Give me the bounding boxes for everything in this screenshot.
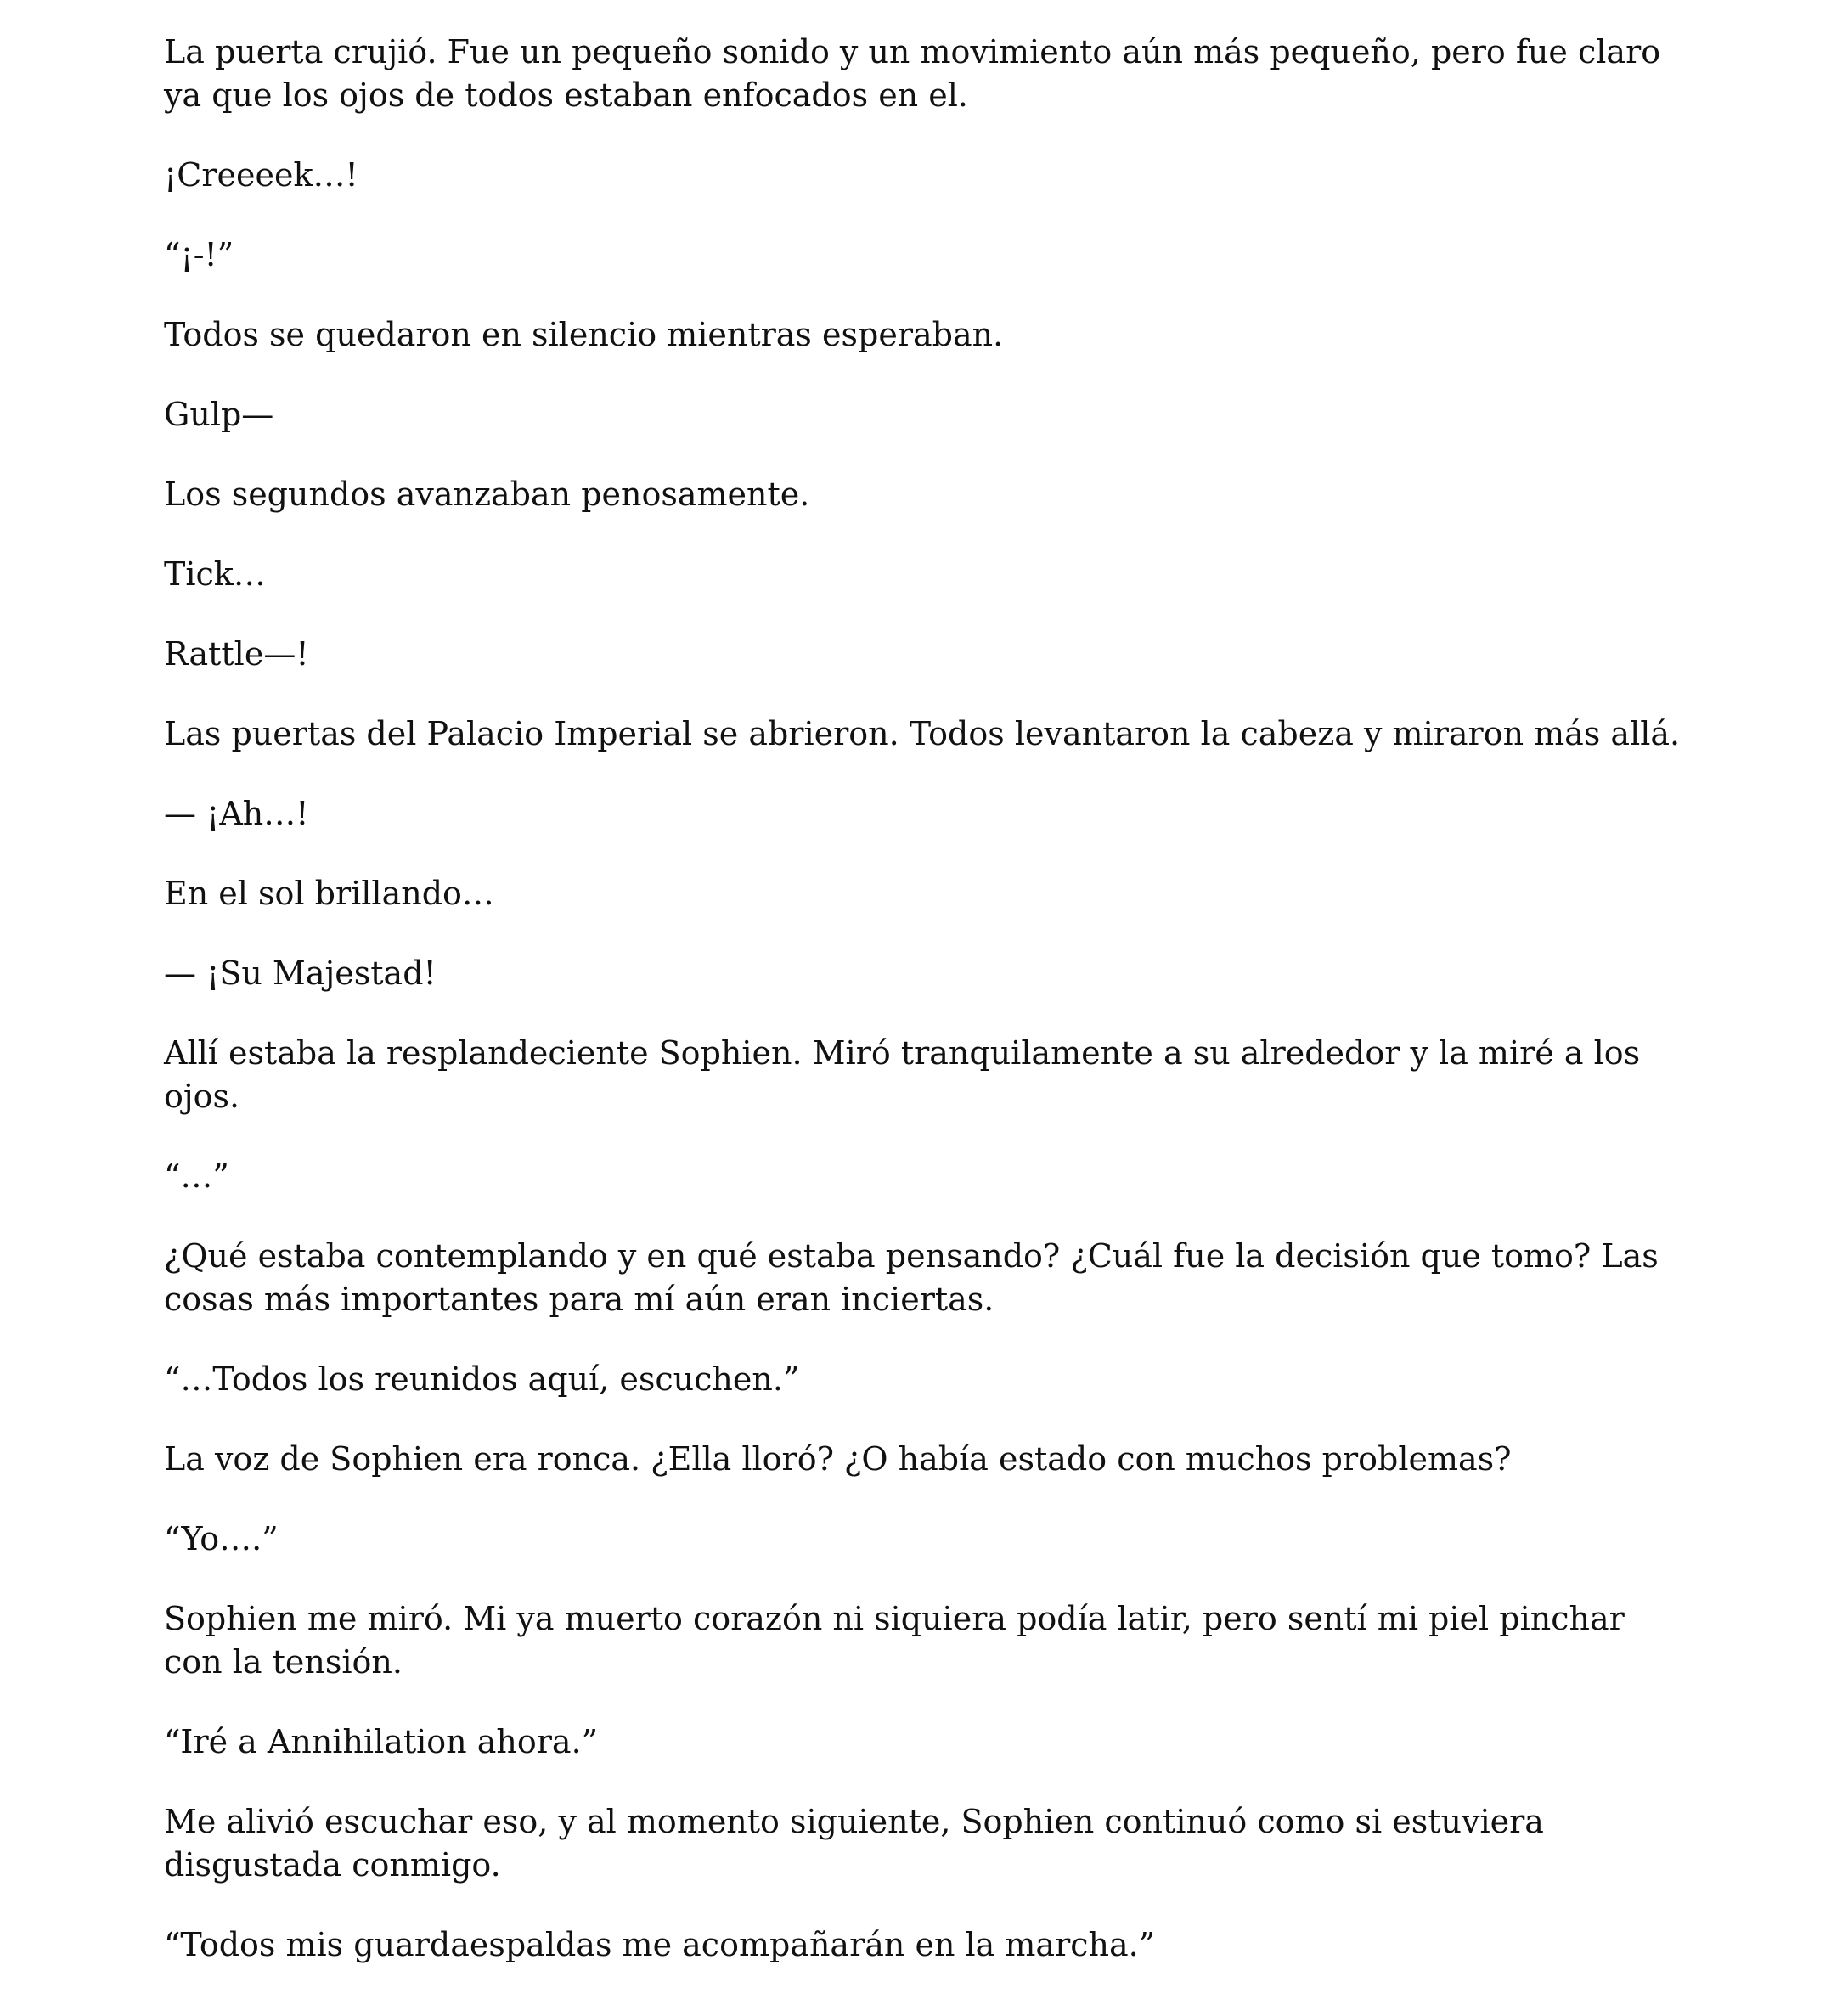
paragraph: Allí estaba la resplandeciente Sophien. Miró tranquilamente a su alrededor y la miré a los ojos. bbox=[164, 1034, 1641, 1115]
paragraph: Tick… bbox=[164, 555, 266, 593]
paragraph: ¿Qué estaba contemplando y en qué estaba pensando? ¿Cuál fue la decisión que tomo? Las cosas más importantes para mí aún eran inciertas. bbox=[164, 1237, 1659, 1318]
paragraph: — ¡Su Majestad! bbox=[164, 954, 437, 992]
paragraph: “Yo….” bbox=[164, 1520, 279, 1557]
paragraph: “Iré a Annihilation ahora.” bbox=[164, 1723, 599, 1760]
paragraph: “…Todos los reunidos aquí, escuchen.” bbox=[164, 1360, 800, 1398]
paragraph: La voz de Sophien era ronca. ¿Ella lloró? ¿O había estado con muchos problemas? bbox=[164, 1440, 1512, 1478]
paragraph: Las puertas del Palacio Imperial se abrieron. Todos levantaron la cabeza y miraron más allá. bbox=[164, 715, 1681, 752]
paragraph: — ¡Ah…! bbox=[164, 795, 309, 832]
paragraph: La puerta crujió. Fue un pequeño sonido y un movimiento aún más pequeño, pero fue claro ya que los ojos de todos estaban enfocados en el. bbox=[164, 33, 1661, 114]
paragraph: “…” bbox=[164, 1157, 229, 1195]
paragraph: Me alivió escuchar eso, y al momento siguiente, Sophien continuó como si estuviera disgustada conmigo. bbox=[164, 1803, 1544, 1884]
paragraph: “¡-!” bbox=[164, 236, 234, 273]
paragraph: En el sol brillando… bbox=[164, 875, 494, 912]
paragraph: Todos se quedaron en silencio mientras esperaban. bbox=[164, 316, 1004, 353]
document-page bbox=[164, 31, 1693, 1967]
paragraph: “Todos mis guardaespaldas me acompañarán en la marcha.” bbox=[164, 1926, 1156, 1963]
paragraph: ¡Creeeek…! bbox=[164, 156, 358, 194]
paragraph: Rattle—! bbox=[164, 635, 309, 673]
paragraph: Sophien me miró. Mi ya muerto corazón ni siquiera podía latir, pero sentí mi piel pinchar con la tensión. bbox=[164, 1600, 1625, 1681]
paragraph: Gulp— bbox=[164, 396, 274, 433]
paragraph: Los segundos avanzaban penosamente. bbox=[164, 476, 810, 513]
